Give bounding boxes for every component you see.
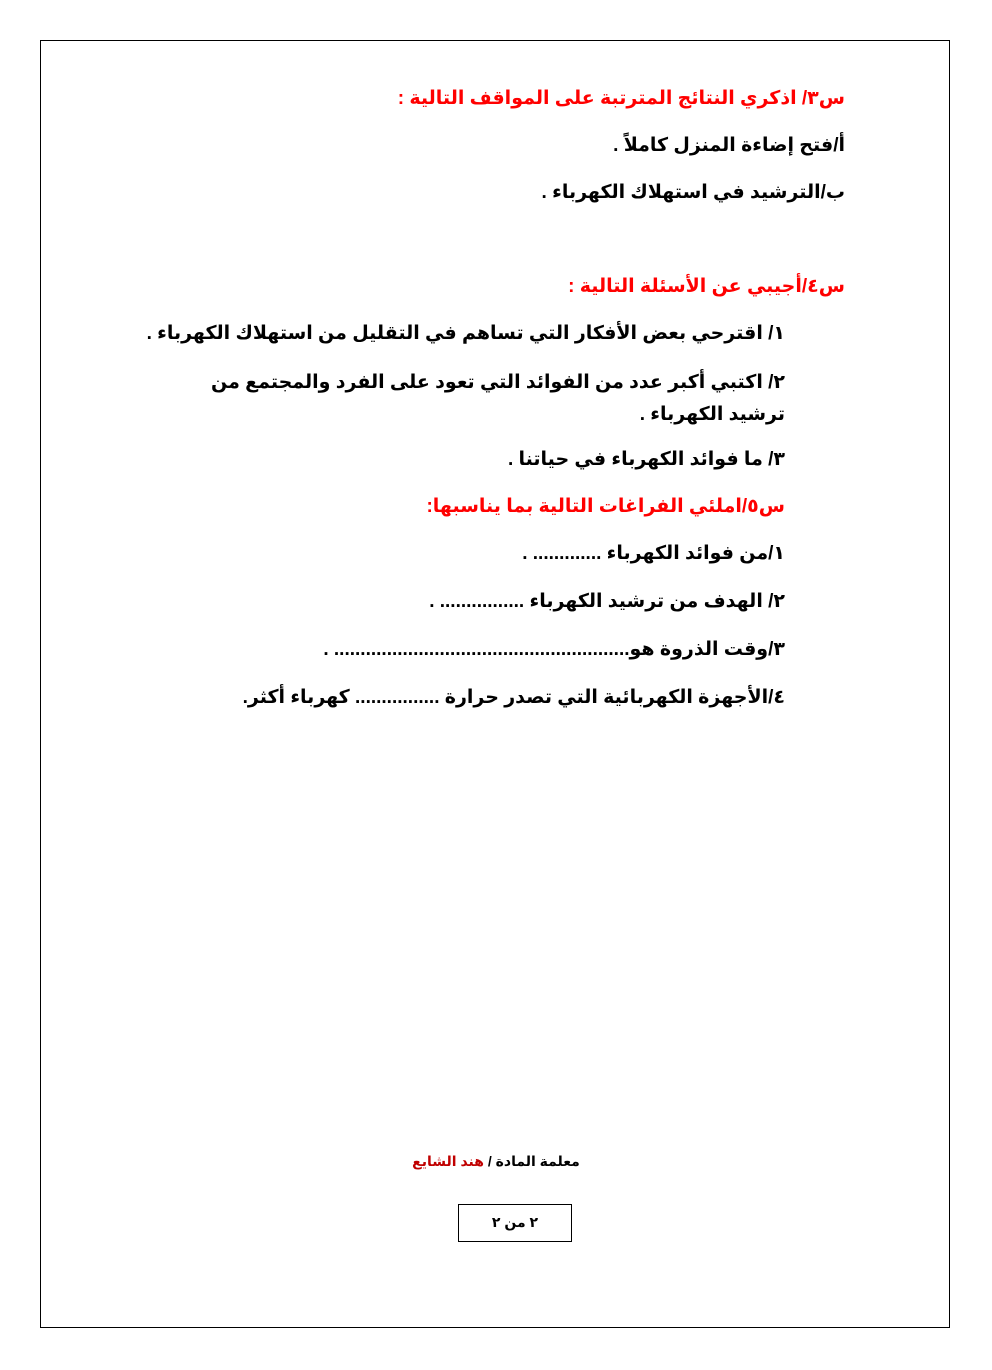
footer-label: معلمة المادة / (483, 1153, 580, 1169)
page-number: ٢ من ٢ (491, 1214, 539, 1230)
q4-item-2: ٢/ اكتبي أكبر عدد من الفوائد التي تعود على الفرد والمجتمع من ترشيد الكهرباء . (210, 372, 785, 425)
q3-item-a: أ/فتح إضاءة المنزل كاملاً . (613, 135, 845, 156)
q5-item-2: ٢/ الهدف من ترشيد الكهرباء ................ . (429, 591, 785, 612)
q5-item-4: ٤/الأجهزة الكهربائية التي تصدر حرارة ................ كهرباء أكثر. (242, 687, 785, 708)
q3-title: س٣/ اذكري النتائج المترتبة على المواقف التالية : (397, 88, 845, 109)
q4-item-1: ١/ اقترحي بعض الأفكار التي تساهم في التقليل من استهلاك الكهرباء . (146, 323, 785, 344)
q4-title: س٤/أجيبي عن الأسئلة التالية : (568, 276, 845, 297)
q4-item-3: ٣/ ما فوائد الكهرباء في حياتنا . (507, 449, 785, 470)
teacher-name: هند الشايع (412, 1153, 484, 1169)
footer-teacher (0, 1151, 992, 1171)
q5-item-3: ٣/وقت الذروة هو........................................................ . (323, 639, 785, 660)
q5-item-1: ١/من فوائد الكهرباء ............. . (522, 543, 785, 564)
q3-item-b: ب/الترشيد في استهلاك الكهرباء . (541, 182, 845, 203)
page-number-box (458, 1204, 572, 1242)
q5-title: س٥/املئي الفراغات التالية بما يناسبها: (426, 496, 785, 517)
